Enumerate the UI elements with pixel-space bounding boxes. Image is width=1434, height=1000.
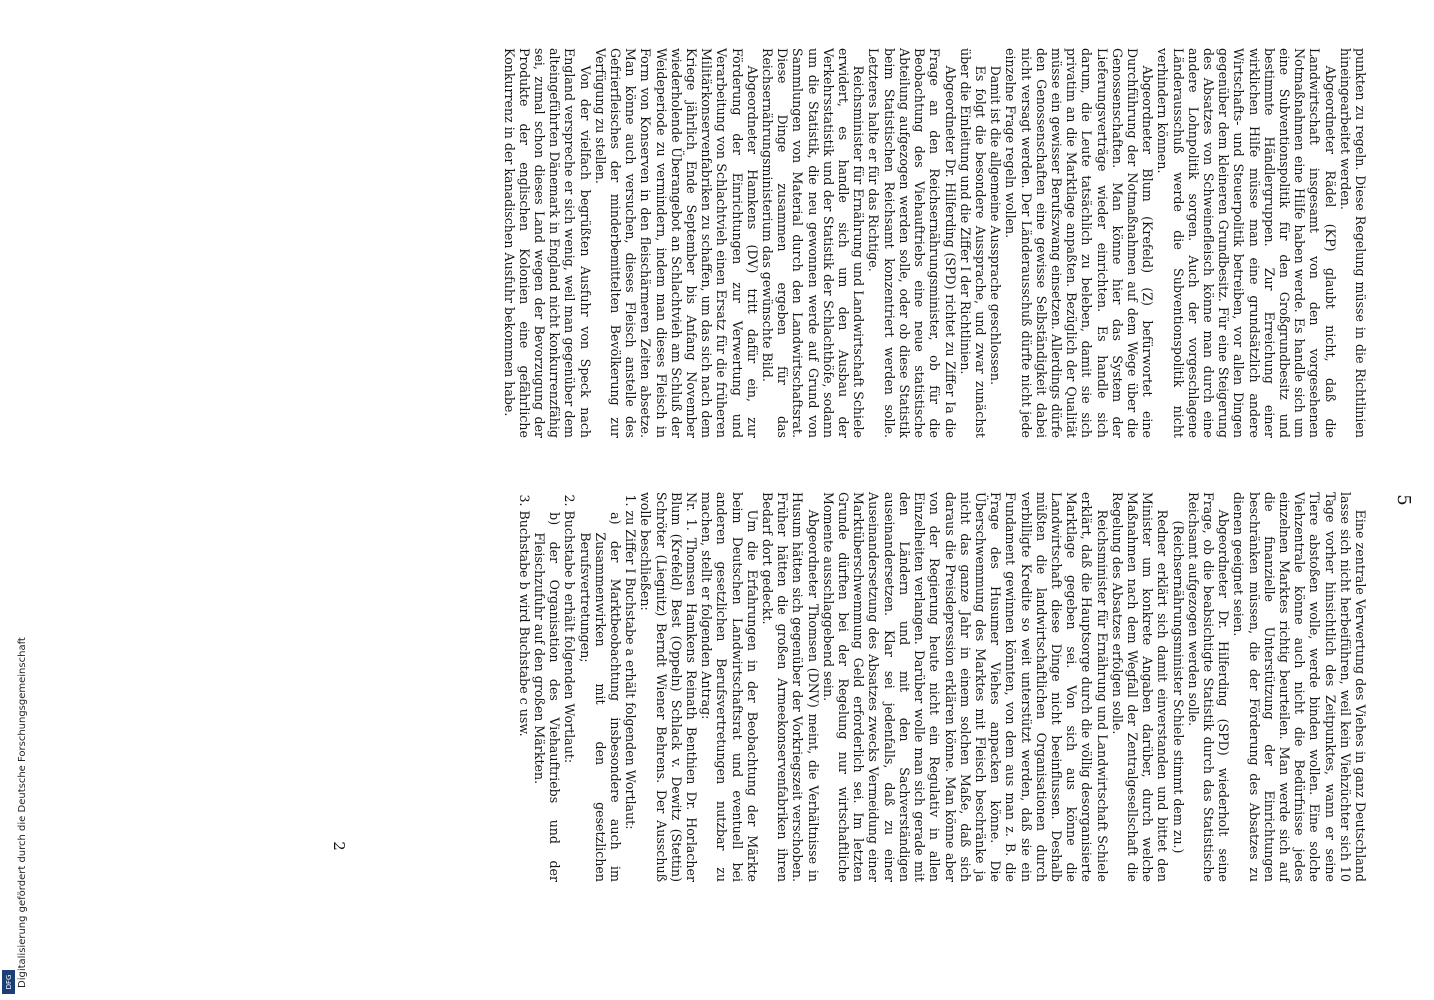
paragraph: Redner erklärt sich damit einverstanden und bittet den Minister um konkrete Angaben darüber, durch welche Maßnahmen nach dem Wegfall der Zentralgesellschaft die Regelung des Absatzes erfolgen solle. [1109,492,1171,882]
paragraph: Um die Erfahrungen in der Beobachtung der Märkte beim Deutschen Landwirtschaftsrat und eventuell bei anderen gesetzlichen Berufsvertretungen nutzbar zu machen, stellt er folgenden Antrag: [699,492,760,882]
paragraph: Abgeordneter Blum (Krefeld) (Z) befürwortet eine Durchführung der Notmaßnahmen auf dem Wege über die Genossenschaften. Man könne hier das System der Lieferungsverträge wieder einrichten. Es handle sich darum, die Leute tatsächlich zu beleben, damit sie sich privatim an die Marktlage anpaßten. Bezüglich der Qualität müsse ein gewisser Berufszwang einsetzen. Allerdings dürfe den Genossenschaften eine gewisse Selbständigkeit dabei nicht versagt werden. Der Länderausschuß dürfte nicht jede einzelne Frage regeln wollen. [1003,48,1156,438]
right-column [517,492,1368,882]
paragraph: Es folgt die besondere Aussprache, und zwar zunächst über die Einleitung und die Ziffer I der Richtlinien. [957,48,988,438]
paragraph: Abgeordneter Thomsen (DNV) meint, die Verhältnisse in Husum hätten sich gegenüber der Vorkriegszeit verschoben. Früher hätten die großen Armeekonservenfabriken ihren Bedarf dort gedeckt. [760,492,821,882]
motion-header: Nr. 1. Thomsen Hamkens Reinath Benthien Dr. Horlacher Blum (Krefeld) Best (Oppeln) Schlack v. Dewitz (Stettin) Schröter (Liegnitz) Berndt Wiener Behrens. Der Ausschuß wolle beschließen: [638,492,700,882]
list-subitem: b) der Organisation des Viehauftriebs und der Fleischzufuhr auf den großen Märkten. [532,512,563,882]
left-column [501,48,1368,438]
paragraph: Reichsminister für Ernährung und Landwirtschaft Schiele erklärt, daß die Hauptsorge durch die völlig desorganisierte Marktlage gegeben sei. Von sich aus könne die Landwirtschaft diese Dinge nicht beeinflussen. Deshalb müßten die landwirtschaftlichen Organisationen durch verbilligte Kredite so weit unterstützt werden, daß sie ein Fundament gewinnen könnten, von dem aus man z. B. die Frage des Husumer Viehes anpacken könne. Die Überschwemmung des Marktes mit Fleisch beschränke ja nicht das ganze Jahr in einem solchen Maße, daß sich daraus die Preisdepression erklären könne. Man könne aber von der Regierung heute nicht ein Regulativ in allen Einzelheiten verlangen. Darüber wolle man sich gerade mit den Ländern und mit den Sachverständigen auseinandersetzen. Klar sei jedenfalls, daß zu einer Auseinandersetzung des Absatzes zwecks Vermeidung einer Marktüberschwemmung Geld erforderlich sei. Im letzten Grunde dürften bei der Regelung nur wirtschaftliche Momente ausschlaggebend sein. [820,492,1110,882]
paragraph: Abgeordneter Dr. Hilferding (SPD) wiederholt seine Frage, ob die beabsichtigte Statistik durch das Statistische Reichsamt aufgezogen werden solle. [1185,492,1232,882]
dfg-logo-icon: DFG [2,970,15,994]
footer-number: 2 [330,841,348,851]
digitization-credit [2,608,28,988]
paragraph: Reichsminister für Ernährung und Landwirtschaft Schiele erwidert, es handle sich um den Ausbau der Verkehrsstatistik und der Statistik der Schlachthöfe, sodann um die Statistik, die neu gewonnen werde auf Grund von Sammlungen von Material durch den Landwirtschaftsrat. Diese Dinge zusammen ergeben für das Reichsernährungsministerium das gewünschte Bild. [760,48,867,438]
list-item: 3. Buchstabe b wird Buchstabe c usw. [516,494,532,737]
paragraph: Abgeordneter Rädel (KP) glaubt nicht, daß die Landwirtschaft insgesamt von den vorgesehenen Notmaßnahmen eine Hilfe haben werde. Es handle sich um eine Subventionspolitik für den Großgrundbesitz und bestimmte Händlergruppen. Zur Erreichung einer wirklichen Hilfe müsse man eine grundsätzlich andere Wirtschafts- und Steuerpolitik betreiben, vor allen Dingen gegenüber dem kleineren Grundbesitz. Für eine Steigerung des Absatzes von Schweinefleisch könne man durch eine andere Lohnpolitik sorgen. Auch der vorgeschlagene Länderausschuß werde die Subventionspolitik nicht verhindern können. [1155,48,1338,438]
paragraph: punkten zu regeln. Diese Regelung müsse in die Richtlinien hineingearbeitet werden. [1337,48,1368,438]
paragraph: (Reichsernährungsminister Schiele stimmt dem zu.) [1170,520,1186,854]
paragraph: Abgeordneter Dr. Hilferding (SPD) richtet zu Ziffer Ia die Frage an den Reichsernährungsminister, ob für die Beobachtung des Viehauftriebs eine neue statistische Abteilung aufgezogen werden solle, oder ob diese Statistik beim Statistischen Reichsamt konzentriert werden solle. Letzteres halte er für das Richtige. [866,48,958,438]
paragraph: Abgeordneter Hamkens (DV) tritt dafür ein, zur Förderung der Einrichtungen zur Verwertung und Verarbeitung von Schlachtvieh einen Ersatz für die früheren Militärkonservenfabriken zu schaffen, um das sich nach dem Kriege jährlich Ende September bis Anfang November wiederholende Überangebot an Schlachtvieh am Schluß der Weideperiode zu vermindern, indem man dieses Fleisch in Form von Konserven in den fleischärmeren Zeiten absetze. Man könne auch versuchen, dieses Fleisch anstelle des Gefrierfleisches der minderbemittelten Bevölkerung zur Verfügung zu stellen. [592,48,760,438]
list-item: 2. Buchstabe b erhält folgenden Wortlaut: [562,494,578,764]
credit-text: Digitalisierung gefördert durch die Deutsche Forschungsgemeinschaft [17,637,28,988]
list-item: 1. zu Ziffer I Buchstabe a erhält folgenden Wortlaut: [623,494,639,830]
page-number: 5 [1393,494,1414,506]
paragraph: Von der vielfach begrüßten Ausfuhr von Speck nach England verspreche er sich wenig, weil man gegenüber dem alteingeführten Dänemark in England nicht konkurrenzfähig sei, zumal schon dieses Land wegen der Bevorzugung der Produkte der englischen Kolonien eine gefährliche Konkurrenz in der kanadischen Ausfuhr bekommen habe. [501,48,593,438]
paragraph: Damit ist die allgemeine Aussprache geschlossen. [988,65,1004,386]
paragraph: Eine zentrale Verwertung des Viehes in ganz Deutschland lasse sich nicht herbeiführen, weil kein Viehzüchter sich 10 Tage vorher hinsichtlich des Zeitpunktes, wann er seine Tiere abstoßen wolle, werde binden wollen. Eine solche Viehzentrale könne auch nicht die Bedürfnisse jedes einzelnen Marktes richtig beurteilen. Man werde sich auf die finanzielle Unterstützung der Einrichtungen beschränken müssen, die der Förderung des Absatzes zu dienen geeignet seien. [1231,492,1368,882]
motion-list [517,492,639,882]
list-subitem: a) der Marktbeobachtung insbesondere auch im Zusammenwirken mit den gesetzlichen Berufsvertretungen; [577,512,624,882]
